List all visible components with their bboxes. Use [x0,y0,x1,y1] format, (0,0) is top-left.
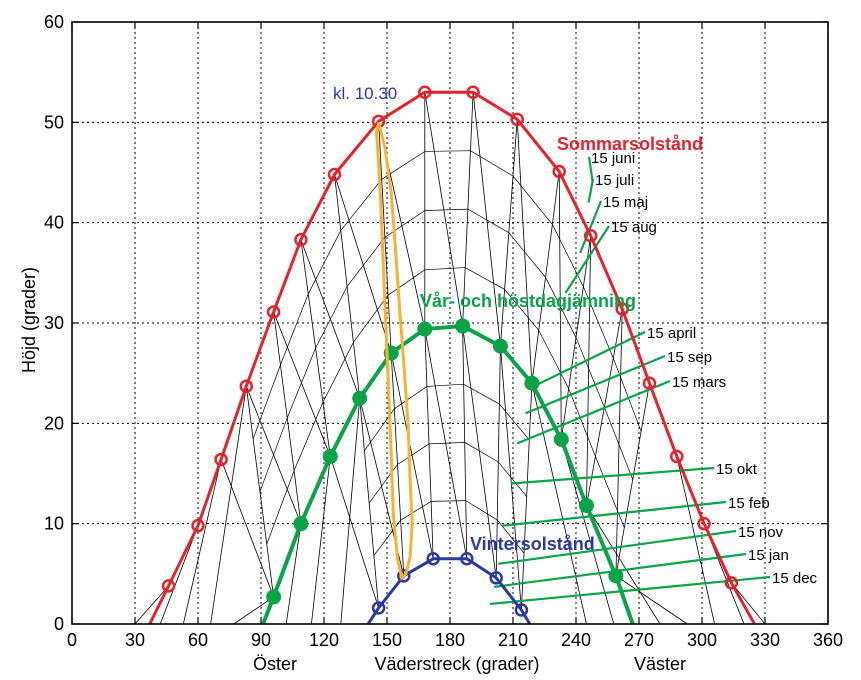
date-label: 15 mars [672,374,727,391]
annotation-analemma: kl. 10.30 [333,84,398,103]
x-tick-label: 30 [124,630,146,650]
x-tick-label: 180 [434,630,466,650]
series-line [150,92,755,624]
y-tick-label: 50 [43,112,64,133]
x-tick-label: 270 [623,630,655,650]
y-tick-label: 0 [53,614,64,634]
annotation-winter: Vintersolstånd [470,534,595,554]
hour-marker [609,569,623,583]
date-label: 15 jan [748,547,789,564]
x-tick-label: 0 [66,630,78,650]
x-tick-label: 60 [187,630,209,650]
date-label: 15 feb [728,495,770,512]
date-leader-line [517,381,670,443]
date-label: 15 juni [591,150,636,167]
x-tick-label: 150 [371,630,403,650]
x-tick-label: 360 [812,630,844,650]
y-tick-label: 40 [43,212,64,233]
date-leader-line [503,502,727,526]
x-tick-label: 210 [497,630,529,650]
date-label: 15 juli [595,172,635,189]
east-label: Öster [252,654,298,674]
axis-ticks [44,12,843,650]
y-tick-label: 20 [43,413,64,434]
y-tick-label: 10 [43,513,64,534]
annotation-equinox: Vår- och höstdagjämning [420,291,637,311]
date-label: 15 aug [611,219,657,236]
x-tick-label: 330 [749,630,781,650]
hour-marker [418,322,432,336]
hour-line [211,386,247,624]
date-label: 15 okt [716,461,757,478]
west-label: Väster [633,654,687,674]
hour-line [274,312,331,456]
hour-marker [294,517,308,531]
hour-marker [267,590,281,604]
y-tick-label: 60 [43,12,64,32]
annotation-summer: Sommarsolstånd [557,134,704,154]
date-label: 15 april [647,325,697,342]
hour-line [221,459,274,596]
hour-line [677,456,715,624]
series-line [368,559,530,624]
date-label: 15 maj [603,194,649,211]
hour-marker [493,339,507,353]
date-leader-line [589,179,593,203]
hour-line [616,576,687,624]
hour-marker [456,319,470,333]
hour-marker [554,432,568,446]
hour-line [587,236,591,506]
hour-marker [580,499,594,513]
hour-line [500,346,521,610]
hour-marker [353,391,367,405]
hour-line [330,456,378,608]
x-tick-label: 240 [560,630,592,650]
x-tick-label: 300 [686,630,718,650]
date-leader-line [530,332,645,388]
x-tick-label: 90 [250,630,272,650]
date-label: 15 dec [772,570,818,587]
hour-line [517,119,532,383]
hour-marker [525,376,539,390]
x-tick-label: 120 [308,630,340,650]
y-tick-label: 30 [43,313,64,333]
date-label: 15 nov [738,524,784,541]
date-label: 15 sep [667,349,713,366]
hour-line [616,309,622,576]
y-axis-label: Höjd (grader) [19,266,39,374]
hour-marker [323,449,337,463]
x-axis-label: Väderstreck (grader) [374,654,540,674]
